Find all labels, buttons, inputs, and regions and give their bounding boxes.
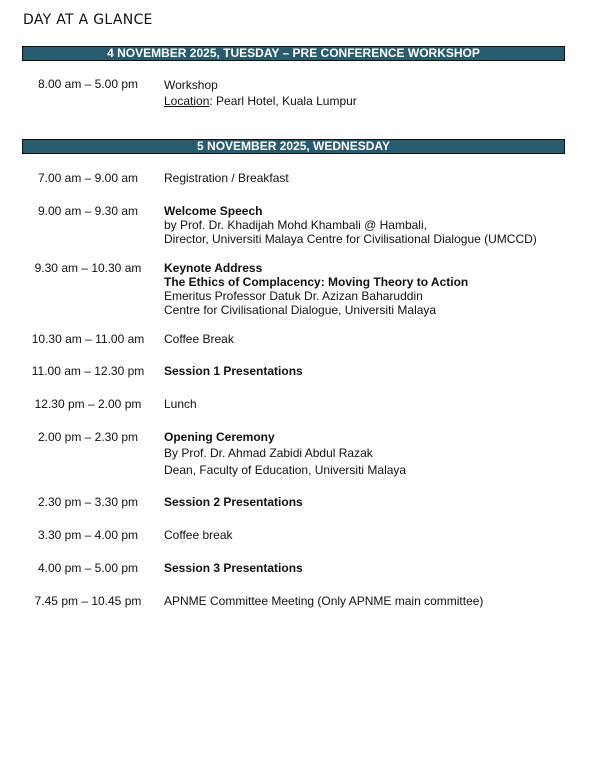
day-header-4-november: 4 NOVEMBER 2025, TUESDAY – PRE CONFERENCE WORKSHOP <box>22 46 565 61</box>
event-title: Registration / Breakfast <box>164 171 289 185</box>
event-title: APNME Committee Meeting (Only APNME main committee) <box>164 594 484 608</box>
time-slot: 12.30 pm – 2.00 pm <box>34 397 142 411</box>
time-slot: 2.00 pm – 2.30 pm <box>37 430 139 444</box>
event-description <box>164 430 584 479</box>
event-title: Welcome Speech <box>164 204 263 218</box>
keynote-topic: The Ethics of Complacency: Moving Theory to Action <box>164 275 469 289</box>
time-slot: 9.30 am – 10.30 am <box>34 261 142 275</box>
event-detail: Dean, Faculty of Education, Universiti Malaya <box>164 463 407 477</box>
event-title: Session 3 Presentations <box>164 561 303 575</box>
location-value: : Pearl Hotel, Kuala Lumpur <box>209 94 357 108</box>
event-title: Opening Ceremony <box>164 430 275 444</box>
day-header-5-november: 5 NOVEMBER 2025, WEDNESDAY <box>22 139 565 154</box>
location-label: Location <box>164 94 210 108</box>
event-description <box>164 332 584 346</box>
event-detail: by Prof. Dr. Khadijah Mohd Khambali @ Hambali, <box>164 218 427 232</box>
event-description <box>164 397 584 411</box>
event-location <box>164 93 584 109</box>
event-title: Session 2 Presentations <box>164 495 303 509</box>
event-description <box>164 204 584 246</box>
time-slot: 9.00 am – 9.30 am <box>37 204 139 218</box>
event-title: Keynote Address <box>164 261 263 275</box>
time-slot: 7.00 am – 9.00 am <box>37 171 139 185</box>
event-detail: By Prof. Dr. Ahmad Zabidi Abdul Razak <box>164 446 373 460</box>
time-slot: 10.30 am – 11.00 am <box>31 332 145 346</box>
time-slot: 8.00 am – 5.00 pm <box>37 77 139 91</box>
event-description <box>164 528 584 542</box>
time-slot: 2.30 pm – 3.30 pm <box>37 495 139 509</box>
page-title: DAY AT A GLANCE <box>23 12 153 28</box>
event-description <box>164 77 584 109</box>
event-detail: Centre for Civilisational Dialogue, Universiti Malaya <box>164 303 437 317</box>
event-title: Lunch <box>164 397 197 411</box>
event-description <box>164 171 584 185</box>
time-slot: 7.45 pm – 10.45 pm <box>34 594 142 608</box>
event-description <box>164 594 584 608</box>
event-detail: Emeritus Professor Datuk Dr. Azizan Baharuddin <box>164 289 423 303</box>
event-description <box>164 495 584 509</box>
time-slot: 3.30 pm – 4.00 pm <box>37 528 139 542</box>
time-slot: 4.00 pm – 5.00 pm <box>37 561 139 575</box>
event-title: Coffee break <box>164 528 233 542</box>
event-description <box>164 261 584 317</box>
event-title: Workshop <box>164 78 218 92</box>
time-slot: 11.00 am – 12.30 pm <box>31 364 145 378</box>
event-detail: Director, Universiti Malaya Centre for Civilisational Dialogue (UMCCD) <box>164 232 537 246</box>
event-title: Session 1 Presentations <box>164 364 303 378</box>
event-description <box>164 364 584 378</box>
event-title: Coffee Break <box>164 332 234 346</box>
event-description <box>164 561 584 575</box>
